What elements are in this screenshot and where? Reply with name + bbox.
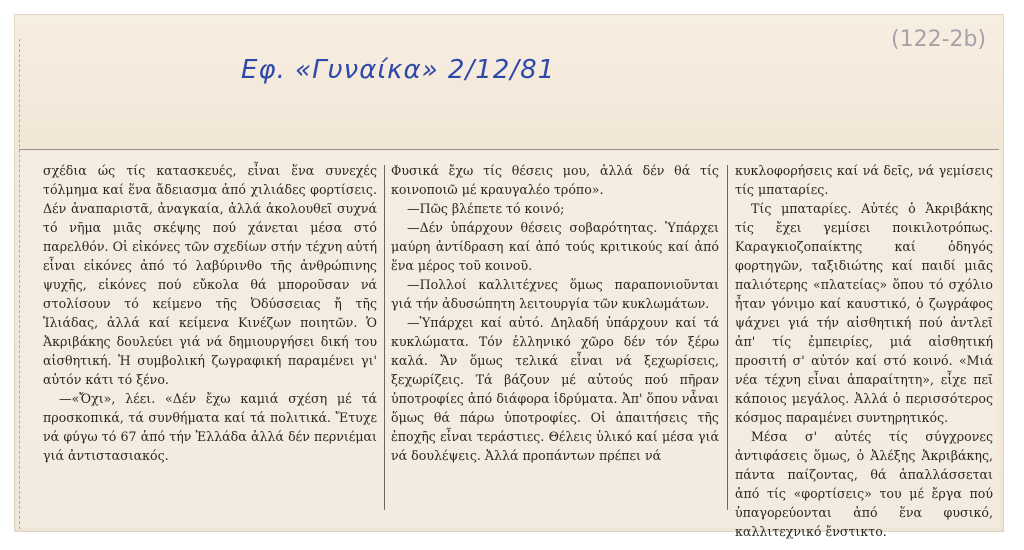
column-divider — [384, 165, 385, 510]
paragraph: Μέσα σ' αὐτές τίς σύγχρονες ἀντιφάσεις ὅμως, ὁ Ἀλέξης Ἀκριβάκης, πάντα παίζοντας, θά ἀπαλλάσσεται ἀπό τίς «φορτίσεις» του μέ ἔργα πού ὑπαγορεύονται ἀπό ἕνα φυσικό, καλλιτεχνικό ἔνστικτο. — [735, 429, 993, 539]
paragraph: —Πῶς βλέπετε τό κοινό; — [407, 201, 565, 216]
paragraph: σχέδια ώς τίς κατασκευές, εἶναι ἕνα συνεχές τόλμημα καί ἕνα ἄδειασμα ἀπό χιλιάδες φορτίσεις. Δέν ἀναπαριστᾶ, ἀναγκαία, ἀλλά ἀκολουθεῖ συχνά τό νῆμα μιᾶς σκέψης πού χάνεται μέσα στό παρελθόν. Οἱ εἰκόνες τῶν σχεδίων στήν τέχνη αὐτή εἶναι εἰκόνες ἀπό τό λαβύρινθο τῆς ἀνθρώπινης ψυχῆς, εἰκόνες πού εὔκολα θά μποροῦσαν νά στολίσουν τό κείμενο τῆς Ὀδύσσειας ἤ τῆς Ἰλιάδας, ἀλλά καί κείμενα Κινέζων ποιητῶν. Ὁ Ἀκριβάκης δουλεύει γιά νά δημιουργήσει δική του αἰσθητική. Ἡ συμβολική ζωγραφική παραμένει γι' αὐτόν κάτι τό ξένο. — [43, 163, 377, 387]
header-rule — [19, 149, 999, 150]
article-column-3 — [735, 161, 993, 539]
paragraph: Φυσικά ἔχω τίς θέσεις μου, ἀλλά δέν θά τίς κοινοποιῶ μέ κραυγαλέο τρόπο». — [391, 163, 719, 197]
archive-reference-number: (122-2b) — [891, 27, 987, 52]
article-column-2 — [391, 161, 719, 513]
handwritten-source-note: Εφ. «Γυναίκα» 2/12/81 — [241, 55, 556, 85]
article-column-1 — [43, 161, 377, 513]
paragraph: Τίς μπαταρίες. Αὐτές ὁ Ἀκριβάκης τίς ἔχει γεμίσει ποικιλοτρόπως. Καραγκιοζοπαίκτης καί ὁδηγός φορτηγῶν, ταξιδιώτης καί παιδί μιᾶς παλιότερης «πλατείας» ὅπου τό σχόλιο ἦταν γόνιμο καί καυστικό, ὁ ζωγράφος ψάχνει γιά τήν αἰσθητική πού ἀντλεῖ ἀπ' τίς ἐμπειρίες, μιά αἰσθητική προσιτή σ' αὐτόν καί στό κοινό. «Μιά νέα τέχνη εἶναι ἀπαραίτητη», εἶχε πεῖ κάποιος μεγάλος. Ἀλλά ὁ περισσότερος κόσμος παραμένει συντηρητικός. — [735, 201, 993, 425]
torn-left-edge — [19, 39, 20, 529]
paragraph: κυκλοφορήσεις καί νά δεῖς, νά γεμίσεις τίς μπαταρίες. — [735, 163, 993, 197]
article-columns — [43, 161, 993, 539]
paragraph: —Δέν ὑπάρχουν θέσεις σοβαρότητας. Ὑπάρχει μαύρη ἀντίδραση καί ἀπό τούς κριτικούς καί ἀπό ἕνα μέρος τοῦ κοινοῦ. — [391, 220, 719, 273]
paragraph: —Ὑπάρχει καί αὐτό. Δηλαδή ὑπάρχουν καί τά κυκλώματα. Τόν ἑλληνικό χῶρο δέν τόν ξέρω καλά. Ἄν ὅμως τελικά εἶναι νά ξεχωρίσεις, ξεχωρίζεις. Τά βάζουν μέ αὐτούς πού πῆραν ὑποτροφίες ἀπό διάφορα ἱδρύματα. Ἀπ' ὅπου νἆναι ὅμως θά πάρω ὑποτροφίες. Οἱ ἀπαιτήσεις τῆς ἐποχῆς εἶναι τεράστιες. Θέλεις ὑλικό καί μέσα γιά νά δουλέψεις. Ἀλλά προπάντων πρέπει νά — [391, 315, 719, 463]
paragraph: —Πολλοί καλλιτέχνες ὅμως παραπονιοῦνται γιά τήν ἀδυσώπητη λειτουργία τῶν κυκλωμάτων. — [391, 277, 719, 311]
column-divider — [727, 165, 728, 510]
paragraph: —«Ὄχι», λέει. «Δέν ἔχω καμιά σχέση μέ τά προσκοπικά, τά συνθήματα καί τά πολιτικά. Ἔτυχε νά φύγω τό 67 ἀπό τήν Ἑλλάδα ἀλλά δέν περνιέμαι γιά ἀντιστασιακός. — [43, 391, 377, 463]
newspaper-clipping — [14, 14, 1004, 539]
